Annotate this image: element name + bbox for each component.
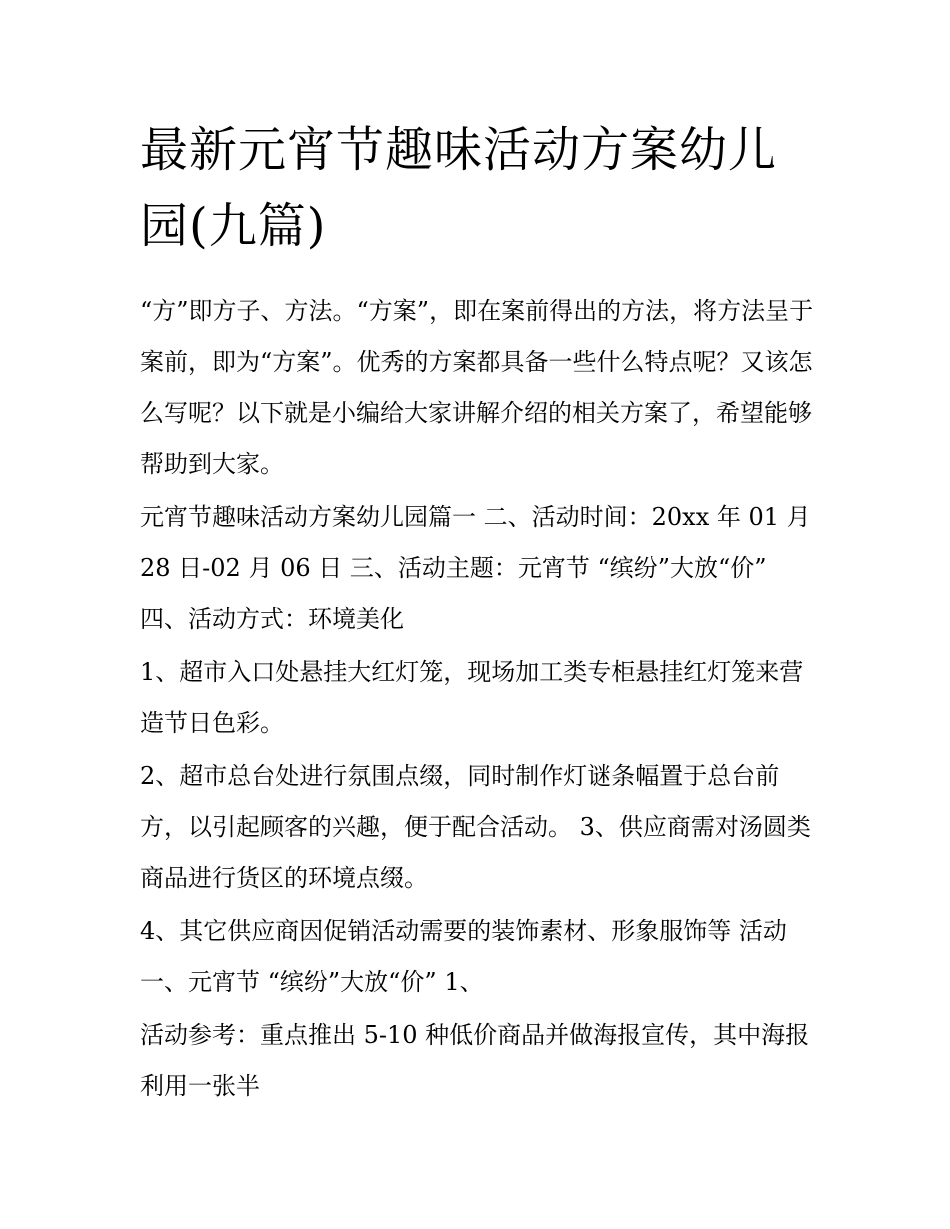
paragraph-intro: “方”即方子、方法。“方案”，即在案前得出的方法，将方法呈于案前，即为“方案”。优秀的方案都具备一些什么特点呢？又该怎么写呢？以下就是小编给大家讲解介绍的相关方案了，希望能够帮助到大家。 bbox=[140, 297, 814, 478]
paragraph-item-1: 1、超市入口处悬挂大红灯笼，现场加工类专柜悬挂红灯笼来营造节日色彩。 bbox=[140, 658, 804, 737]
paragraph-activity-info: 元宵节趣味活动方案幼儿园篇一 二、活动时间：20xx 年 01 月 28 日-02 月 06 日 三、活动主题：元宵节 “缤纷”大放“价” 四、活动方式：环境美化 bbox=[140, 503, 811, 633]
paragraph-item-2-3: 2、超市总台处进行氛围点缀，同时制作灯谜条幅置于总台前方，以引起顾客的兴趣，便于配合活动。 3、供应商需对汤圆类商品进行货区的环境点缀。 bbox=[140, 762, 811, 892]
paragraph-activity-reference: 活动参考：重点推出 5-10 种低价商品并做海报宣传，其中海报利用一张半 bbox=[140, 1021, 810, 1100]
paragraph-item-4: 4、其它供应商因促销活动需要的装饰素材、形象服饰等 活动一、元宵节 “缤纷”大放“价” 1、 bbox=[140, 917, 787, 996]
document-page bbox=[140, 112, 820, 1114]
document-title: 最新元宵节趣味活动方案幼儿园(九篇) bbox=[140, 122, 778, 254]
